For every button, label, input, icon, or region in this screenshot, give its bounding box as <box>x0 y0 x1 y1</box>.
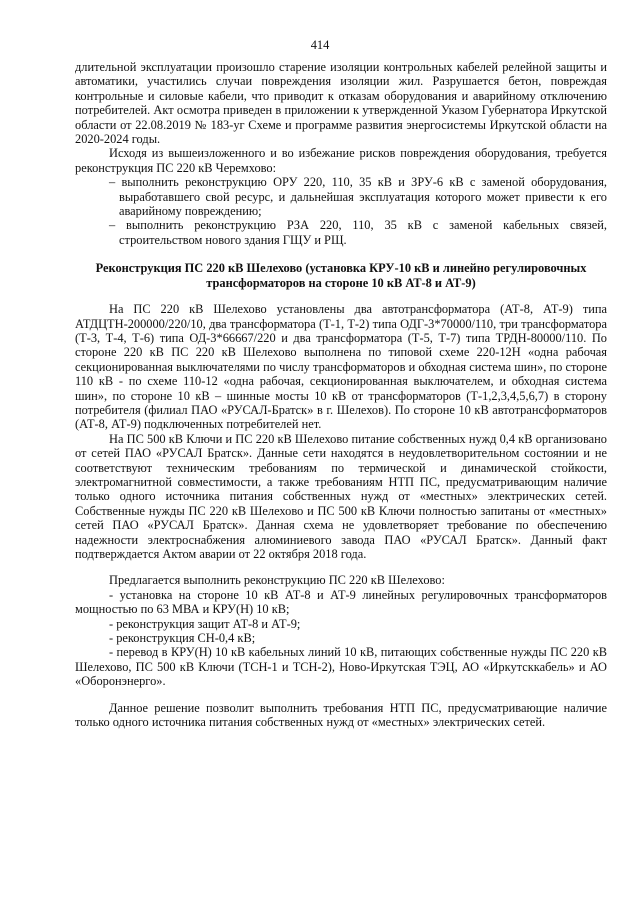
paragraph-insulation-aging: длительной эксплуатации произошло старение изоляции контрольных кабелей релейной защиты и автоматики, участились случаи повреждения изоляции жил. Разрушается бетон, повреждая контрольные и силовые кабели, что приводит к отказам оборудования и аварийному отключению потребителей. Акт осмотра приведен в приложении к утвержденной Указом Губернатора Иркутской области от 22.08.2019 № 183-уг Схеме и программе развития энергосистемы Иркутской области на 2020-2024 годы. <box>75 60 607 147</box>
section-heading-shelekhovo: Реконструкция ПС 220 кВ Шелехово (установка КРУ-10 кВ и линейно регулировочных трансформаторов на стороне 10 кВ АТ-8 и АТ-9) <box>95 261 587 290</box>
paragraph-cheremkhovo-intro: Исходя из вышеизложенного и во избежание рисков повреждения оборудования, требуется реконструкция ПС 220 кВ Черемхово: <box>75 146 607 175</box>
page-number: 414 <box>310 38 330 52</box>
list-item-cable-transfer: - перевод в КРУ(Н) 10 кВ кабельных линий 10 кВ, питающих собственные нужды ПС 220 кВ Шелехово, ПС 500 кВ Ключи (ТСН-1 и ТСН-2), Ново-Иркутская ТЭЦ, АО «Иркутсккабель» и АО «Оборонэнерго». <box>75 645 607 689</box>
list-item-protection-reconstruction: - реконструкция защит АТ-8 и АТ-9; <box>109 616 301 631</box>
paragraph-proposal-intro: Предлагается выполнить реконструкцию ПС 220 кВ Шелехово: <box>109 573 445 588</box>
list-item-rza-reconstruction: – выполнить реконструкцию РЗА 220, 110, 35 кВ с заменой кабельных связей, строительством нового здания ГЩУ и РЩ. <box>109 218 607 247</box>
paragraph-conclusion: Данное решение позволит выполнить требования НТП ПС, предусматривающие наличие только одного источника питания собственных нужд от «местных» электрических сетей. <box>75 700 607 730</box>
document-body <box>75 60 607 729</box>
list-item-oru-reconstruction: – выполнить реконструкцию ОРУ 220, 110, 35 кВ и ЗРУ-6 кВ с заменой оборудования, выработавшего свой ресурс, и дальнейшая эксплуатация которого может привести к его аварийному повреждению; <box>109 175 607 219</box>
paragraph-auxiliary-power: На ПС 500 кВ Ключи и ПС 220 кВ Шелехово питание собственных нужд 0,4 кВ организовано от сетей ПАО «РУСАЛ Братск». Данные сети находятся в неудовлетворительном состоянии и не соответствуют техническим требованиям по термической и динамической стойкости, электромагнитной совместимости, а также требованиям НТП ПС, предусматривающим наличие только одного источника питания собственных нужд от «местных» электрических сетей. Собственные нужды ПС 220 кВ Шелехово и ПС 500 кВ Ключи полностью запитаны от «местных» сетей ПАО «РУСАЛ Братск». Данная схема не удовлетворяет требование по обеспечению надежности электроснабжения алюминиевого завода ПАО «РУСАЛ Братск». Данный факт подтверждается Актом аварии от 22 октября 2018 года. <box>75 431 607 561</box>
list-item-regulating-transformers: - установка на стороне 10 кВ АТ-8 и АТ-9 линейных регулировочных трансформаторов мощностью по 63 МВА и КРУ(Н) 10 кВ; <box>75 587 607 617</box>
paragraph-shelekhovo-equipment: На ПС 220 кВ Шелехово установлены два автотрансформатора (АТ-8, АТ-9) типа АТДЦТН-200000/220/10, два трансформатора (Т-1, Т-2) типа ОДГ-3*70000/110, три трансформатора (Т-3, Т-4, Т-6) типа ОД-3*66667/220 и два трансформатора (Т-5, Т-7) типа ТРДН-80000/110. По стороне 220 кВ ПС 220 кВ Шелехово выполнена по типовой схеме 220-12Н «одна рабочая секционированная выключателями по числу трансформаторов и обходная система шин», по стороне 110 кВ - по схеме 110-12 «одна рабочая, секционированная выключателем, и обходная система шин», по стороне 10 кВ – шинные мосты 10 кВ от трансформаторов (Т-1,2,3,4,5,6,7) в сторону потребителя (филиал ПАО «РУСАЛ-Братск» в г. Шелехов). По стороне 10 кВ автотрансформаторов (АТ-8, АТ-9) подключенных потребителей нет. <box>75 302 607 432</box>
list-item-sn-reconstruction: - реконструкция СН-0,4 кВ; <box>109 631 256 646</box>
